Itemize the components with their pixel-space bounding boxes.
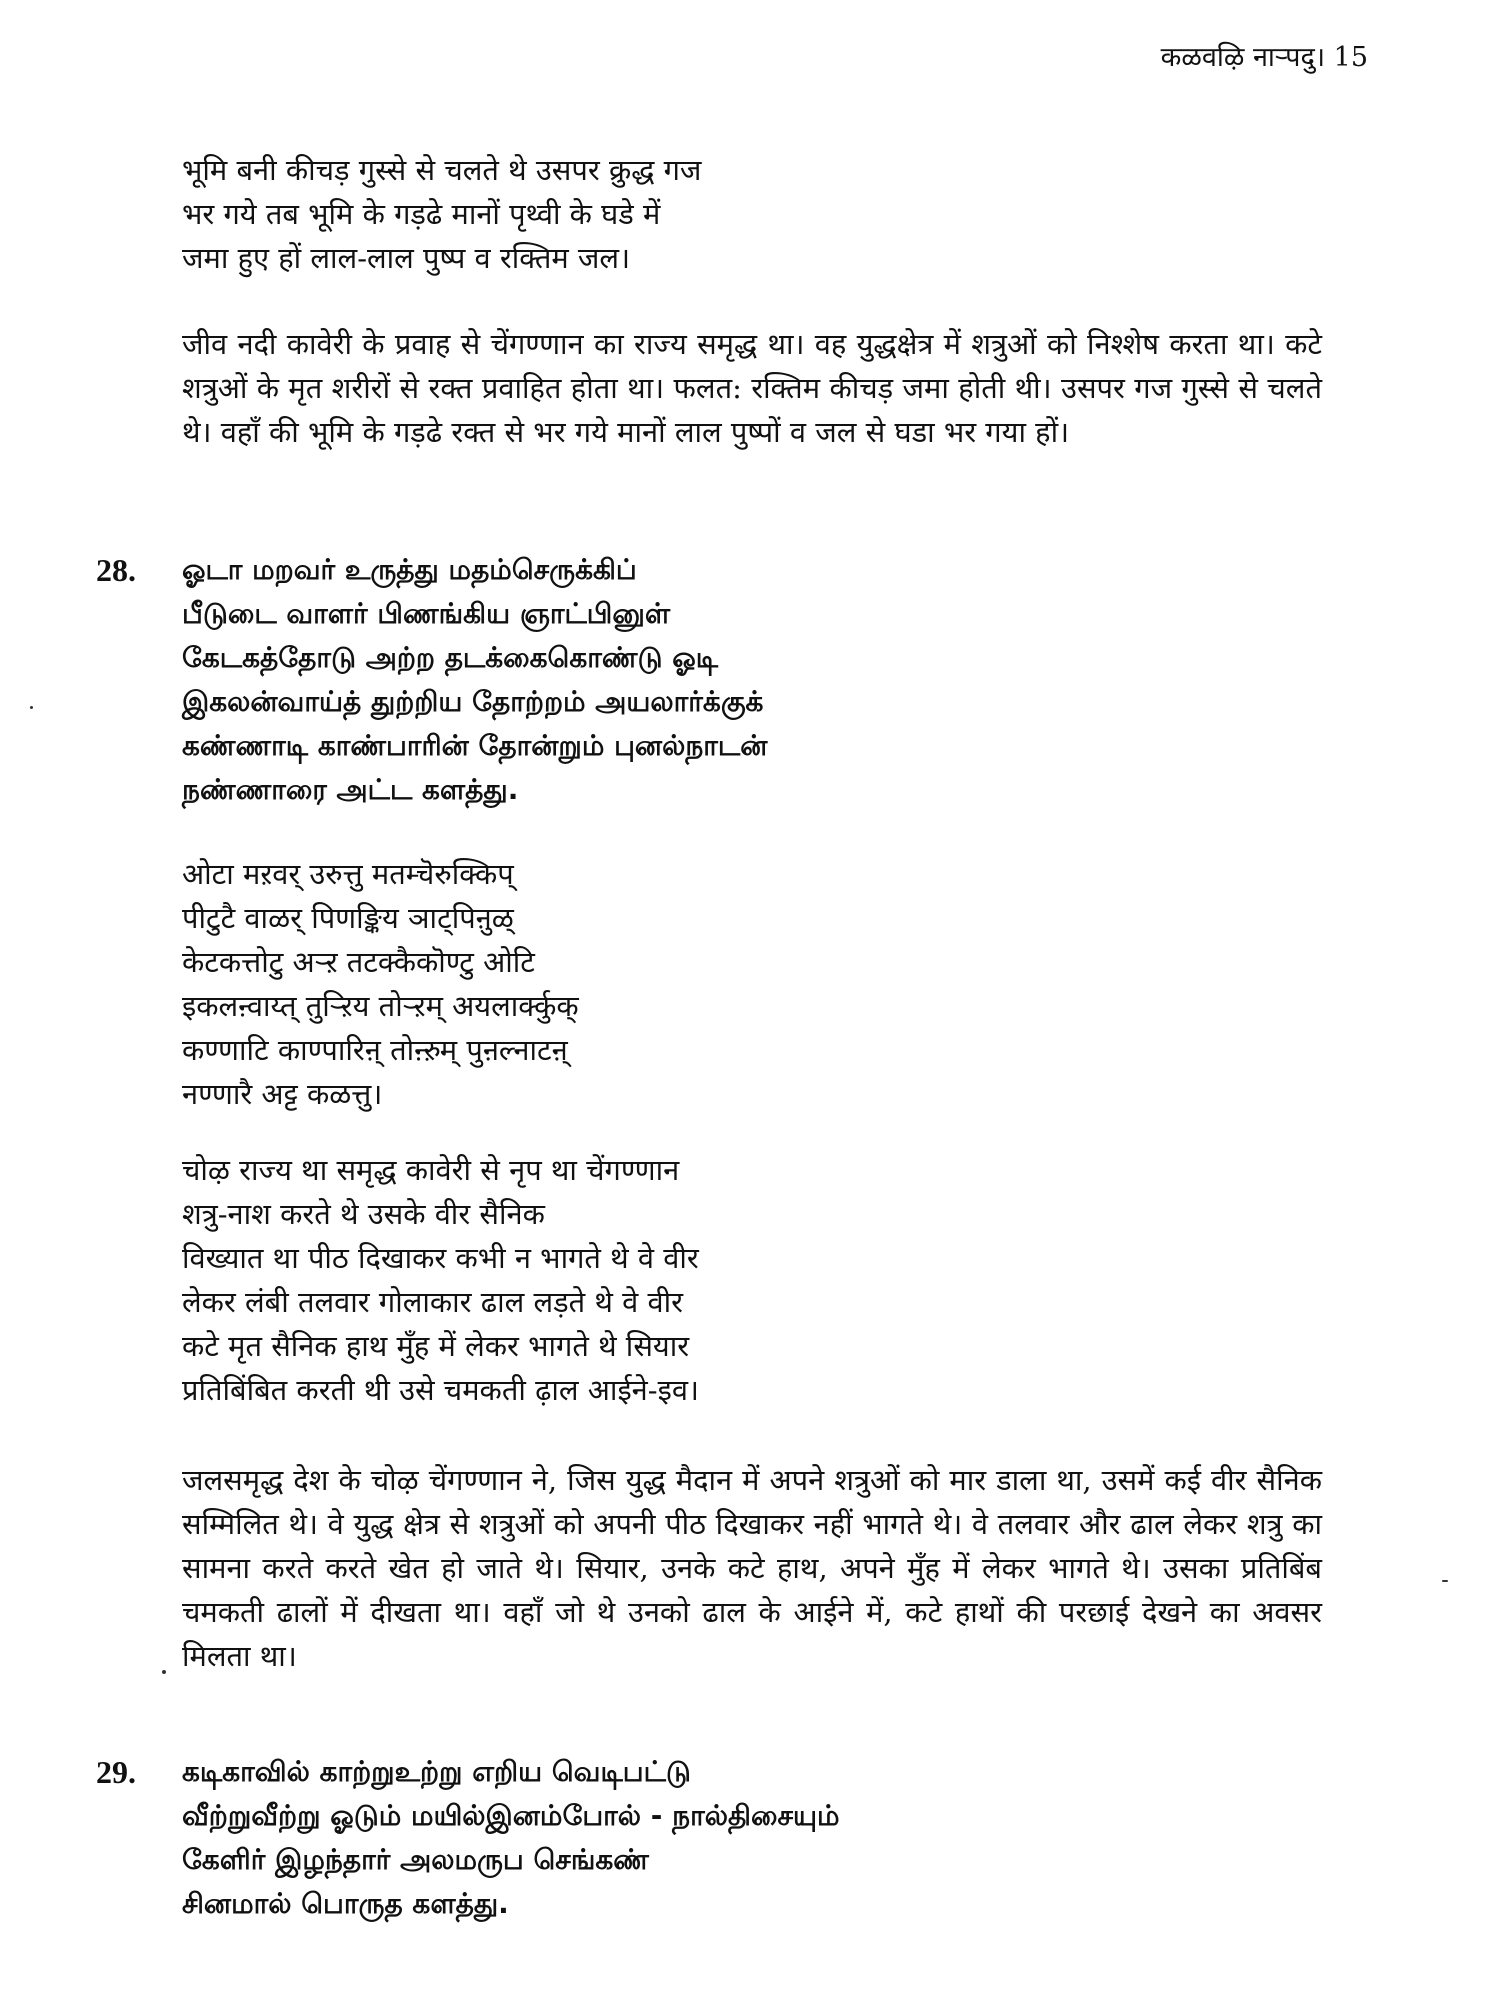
verse-line: शत्रु-नाश करते थे उसके वीर सैनिक	[182, 1197, 545, 1231]
verse-line: प्रतिबिंबित करती थी उसे चमकती ढ़ाल आईने-इव।	[182, 1373, 699, 1407]
verse-28-transliteration	[182, 852, 1372, 1116]
transliteration-line: नण्णारै अट्ट कळत्तु।	[182, 1077, 383, 1111]
verse-28-tamil	[182, 548, 1372, 812]
verse-line: भूमि बनी कीचड़ गुस्से से चलते थे उसपर क्रुद्ध गज	[182, 153, 702, 187]
tamil-line: கேளிர் இழந்தார் அலமருப செங்கண்	[182, 1843, 649, 1876]
tamil-line: கண்ணாடி காண்பாரின் தோன்றும் புனல்நாடன்	[182, 729, 768, 762]
verse-line: चोऴ राज्य था समृद्ध कावेरी से नृप था चेंगण्णान	[182, 1153, 680, 1187]
transliteration-line: पीटुटै वाळर् पिणङ्किय ञाट्पिऩुळ्	[182, 901, 514, 935]
verse-line: लेकर लंबी तलवार गोलाकार ढाल लड़ते थे वे वीर	[182, 1285, 683, 1319]
tamil-line: பீடுடை வாளர் பிணங்கிய ஞாட்பினுள்	[182, 597, 671, 630]
running-title: कळवऴि नाऱ्पदु। 15	[1160, 42, 1368, 73]
transliteration-line: केटकत्तोटु अऱ्ऱ तटक्कैकॊण्टु ओटि	[182, 945, 535, 979]
intro-hindi-prose	[182, 322, 1372, 454]
scan-speck	[162, 1670, 166, 1674]
verse-line: जमा हुए हों लाल-लाल पुष्प व रक्तिम जल।	[182, 241, 631, 275]
tamil-line: ஓடா மறவர் உருத்து மதம்செருக்கிப்	[182, 553, 637, 586]
transliteration-line: ओटा मऱवर् उरुत्तु मतम्चॆरुक्किप्	[182, 857, 514, 891]
tamil-line: நண்ணாரை அட்ட களத்து.	[182, 773, 519, 806]
verse-29-tamil	[182, 1750, 1372, 1926]
tamil-line: கடிகாவில் காற்றுஉற்று எறிய வெடிபட்டு	[182, 1755, 691, 1788]
verse-line: कटे मृत सैनिक हाथ मुँह में लेकर भागते थे सियार	[182, 1329, 690, 1363]
tamil-line: சினமால் பொருத களத்து.	[182, 1887, 509, 1920]
scan-speck	[30, 706, 33, 709]
verse-line: विख्यात था पीठ दिखाकर कभी न भागते थे वे वीर	[182, 1241, 699, 1275]
verse-number-28: 28.	[96, 552, 136, 588]
tamil-line: வீற்றுவீற்று ஓடும் மயில்இனம்போல் - நால்திசையும்	[182, 1799, 840, 1832]
prose-paragraph: जलसमृद्ध देश के चोऴ चेंगण्णान ने, जिस युद्ध मैदान में अपने शत्रुओं को मार डाला था, उसमें कई वीर सैनिक सम्मिलित थे। वे युद्ध क्षेत्र से शत्रुओं को अपनी पीठ दिखाकर नहीं भागते थे। वे तलवार और ढाल लेकर शत्रु का सामना करते करते खेत हो जाते थे। सियार, उनके कटे हाथ, अपने मुँह में लेकर भागते थे। उसका प्रतिबिंब चमकती ढालों में दीखता था। वहाँ जो थे उनको ढाल के आईने में, कटे हाथों की परछाई देखने का अवसर मिलता था।	[182, 1463, 1322, 1673]
intro-hindi-verse	[182, 148, 1372, 280]
verse-28-hindi-prose	[182, 1458, 1372, 1678]
transliteration-line: इकलऩ्वाय्त् तुऱ्ऱिय तोऱ्ऱम् अयलार्क्कुक्	[182, 989, 579, 1023]
transliteration-line: कण्णाटि काण्पारिऩ् तोऩ्ऱुम् पुऩल्नाटऩ्	[182, 1033, 568, 1067]
verse-line: भर गये तब भूमि के गड़ढे मानों पृथ्वी के घडे में	[182, 197, 661, 231]
scan-speck	[1442, 1580, 1448, 1582]
prose-paragraph: जीव नदी कावेरी के प्रवाह से चेंगण्णान का राज्य समृद्ध था। वह युद्धक्षेत्र में शत्रुओं को निश्शेष करता था। कटे शत्रुओं के मृत शरीरों से रक्त प्रवाहित होता था। फलत: रक्तिम कीचड़ जमा होती थी। उसपर गज गुस्से से चलते थे। वहाँ की भूमि के गड़ढे रक्त से भर गये मानों लाल पुष्पों व जल से घडा भर गया हों।	[182, 327, 1322, 449]
tamil-line: கேடகத்தோடு அற்ற தடக்கைகொண்டு ஓடி	[182, 641, 719, 674]
verse-number-29: 29.	[96, 1754, 136, 1790]
verse-28-hindi-verse	[182, 1148, 1372, 1412]
tamil-line: இகலன்வாய்த் துற்றிய தோற்றம் அயலார்க்குக்	[182, 685, 764, 718]
